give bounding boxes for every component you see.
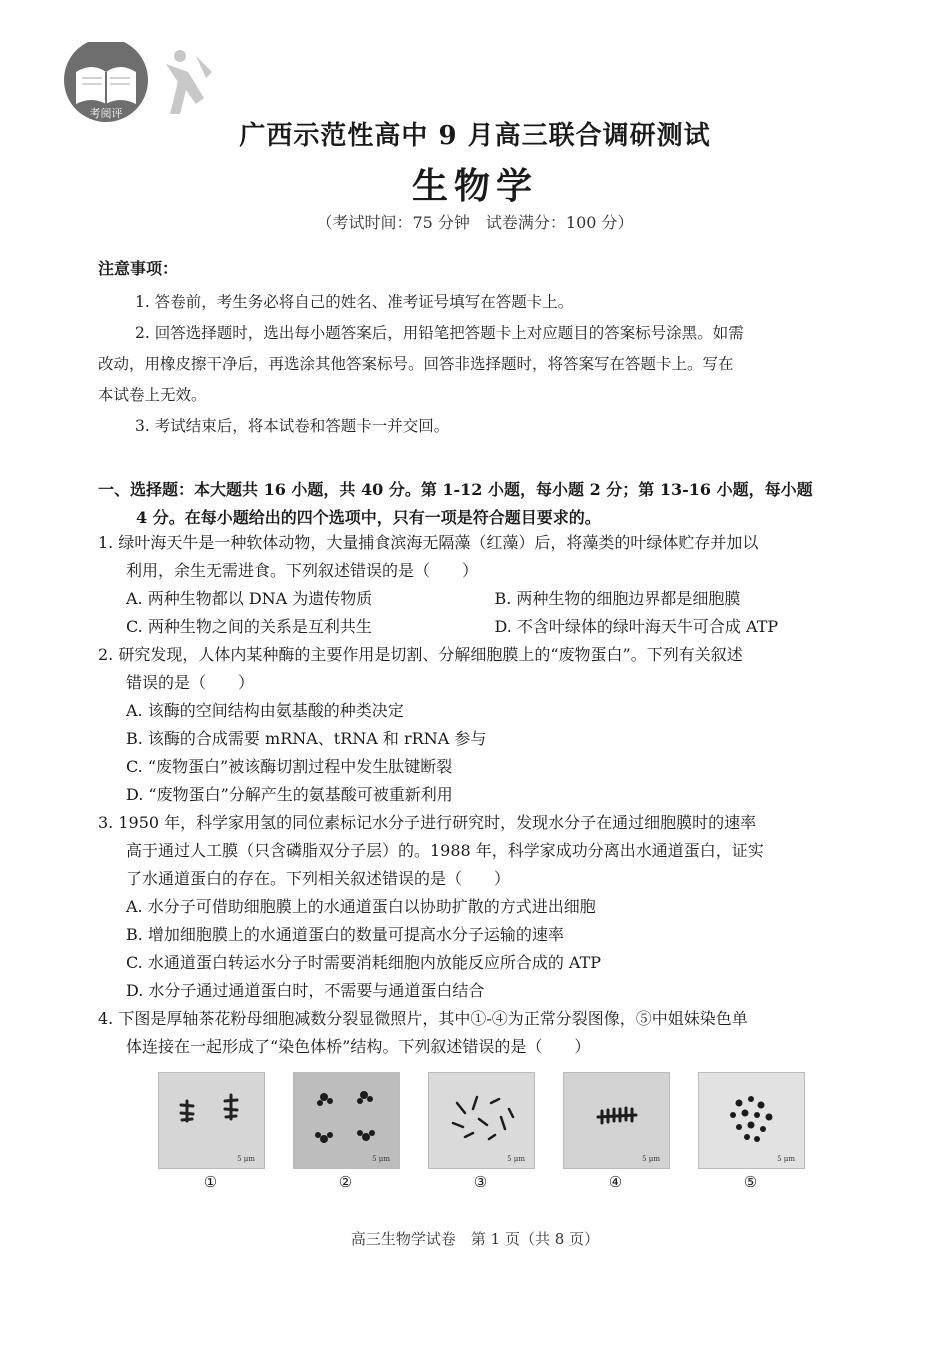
page-footer: 高三生物学试卷 第 1 页（共 8 页）: [350, 1230, 600, 1248]
q2-option-a: A. 该酶的空间结构由氨基酸的种类决定: [126, 701, 404, 720]
q2-stem-line1: 2. 研究发现，人体内某种酶的主要作用是切割、分解细胞膜上的“废物蛋白”。下列有关叙述: [98, 645, 743, 664]
micrograph-4-label: ④: [608, 1173, 623, 1191]
micrograph-5: [698, 1072, 805, 1169]
logo-text: 考阅评: [89, 107, 123, 120]
subject-title: 生物学: [411, 165, 538, 207]
q3-stem-line1: 3. 1950 年，科学家用氢的同位素标记水分子进行研究时，发现水分子在通过细胞膜时的速率: [98, 813, 757, 832]
micrograph-1: [158, 1072, 265, 1169]
q1-option-b: B. 两种生物的细胞边界都是细胞膜: [494, 589, 741, 608]
micrograph-1-scale: 5 μm: [237, 1155, 255, 1163]
q3-option-a: A. 水分子可借助细胞膜上的水通道蛋白以协助扩散的方式进出细胞: [126, 897, 596, 916]
micrograph-5-label: ⑤: [743, 1173, 758, 1191]
q3-option-b: B. 增加细胞膜上的水通道蛋白的数量可提高水分子运输的速率: [126, 925, 564, 944]
micrograph-2-label: ②: [338, 1173, 353, 1191]
section-line-1: 一、选择题：本大题共 16 小题，共 40 分。第 1-12 小题，每小题 2 分；第 13-16 小题，每小题: [98, 480, 813, 499]
q1-option-a: A. 两种生物都以 DNA 为遗传物质: [126, 589, 373, 608]
q2-option-d: D. “废物蛋白”分解产生的氨基酸可被重新利用: [126, 785, 453, 804]
micrograph-3: [428, 1072, 535, 1169]
question-1: [98, 529, 863, 641]
section-line-2: 4 分。在每小题给出的四个选项中，只有一项是符合题目要求的。: [136, 508, 601, 527]
micrograph-2: [293, 1072, 400, 1169]
notice-item-3: 3. 考试结束后，将本试卷和答题卡一并交回。: [135, 417, 450, 435]
q2-option-c: C. “废物蛋白”被该酶切割过程中发生肽键断裂: [126, 757, 453, 776]
notice-item-2-line2: 改动，用橡皮擦干净后，再选涂其他答案标号。回答非选择题时，将答案写在答题卡上。写在: [98, 355, 734, 373]
q2-stem-line2: 错误的是（ ）: [126, 673, 255, 692]
question-2: [98, 641, 863, 809]
q3-option-d: D. 水分子通过通道蛋白时，不需要与通道蛋白结合: [126, 981, 485, 1000]
notice-item-1: 1. 答卷前，考生务必将自己的姓名、准考证号填写在答题卡上。: [135, 293, 574, 311]
q1-stem-line2: 利用，余生无需进食。下列叙述错误的是（ ）: [126, 561, 479, 580]
micrograph-5-scale: 5 μm: [777, 1155, 795, 1163]
q1-option-d: D. 不含叶绿体的绿叶海天牛可合成 ATP: [494, 617, 779, 636]
q3-option-c: C. 水通道蛋白转运水分子时需要消耗细胞内放能反应所合成的 ATP: [126, 953, 602, 972]
q1-stem-line1: 1. 绿叶海天牛是一种软体动物，大量捕食滨海无隔藻（红藻）后，将藻类的叶绿体贮存并加以: [98, 533, 759, 552]
notice-item-2-line3: 本试卷上无效。: [98, 386, 207, 404]
micrograph-1-label: ①: [203, 1173, 218, 1191]
exam-info: （考试时间：75 分钟 试卷满分：100 分）: [316, 213, 634, 232]
q3-stem-line3: 了水通道蛋白的存在。下列相关叙述错误的是（ ）: [126, 869, 511, 888]
q2-option-b: B. 该酶的合成需要 mRNA、tRNA 和 rRNA 参与: [126, 729, 487, 748]
q4-stem-line1: 4. 下图是厚轴茶花粉母细胞减数分裂显微照片，其中①-④为正常分裂图像，⑤中姐妹染色单: [98, 1009, 748, 1028]
micrograph-2-scale: 5 μm: [372, 1155, 390, 1163]
micrograph-4-scale: 5 μm: [642, 1155, 660, 1163]
micrograph-3-scale: 5 μm: [507, 1155, 525, 1163]
notice-heading: 注意事项：: [98, 259, 179, 278]
notice-item-2-line1: 2. 回答选择题时，选出每小题答案后，用铅笔把答题卡上对应题目的答案标号涂黑。如需: [135, 324, 744, 342]
section-header: [98, 476, 863, 532]
micrograph-4: [563, 1072, 670, 1169]
q3-stem-line2: 高于通过人工膜（只含磷脂双分子层）的。1988 年，科学家成功分离出水通道蛋白，证实: [126, 841, 764, 860]
micrograph-figures: [158, 1072, 803, 1192]
question-3: [98, 809, 863, 1005]
question-4: [98, 1005, 863, 1061]
exam-title: 广西示范性高中 9 月高三联合调研测试: [239, 121, 711, 151]
micrograph-3-label: ③: [473, 1173, 488, 1191]
q4-stem-line2: 体连接在一起形成了“染色体桥”结构。下列叙述错误的是（ ）: [126, 1037, 591, 1056]
q1-option-c: C. 两种生物之间的关系是互利共生: [126, 617, 372, 636]
